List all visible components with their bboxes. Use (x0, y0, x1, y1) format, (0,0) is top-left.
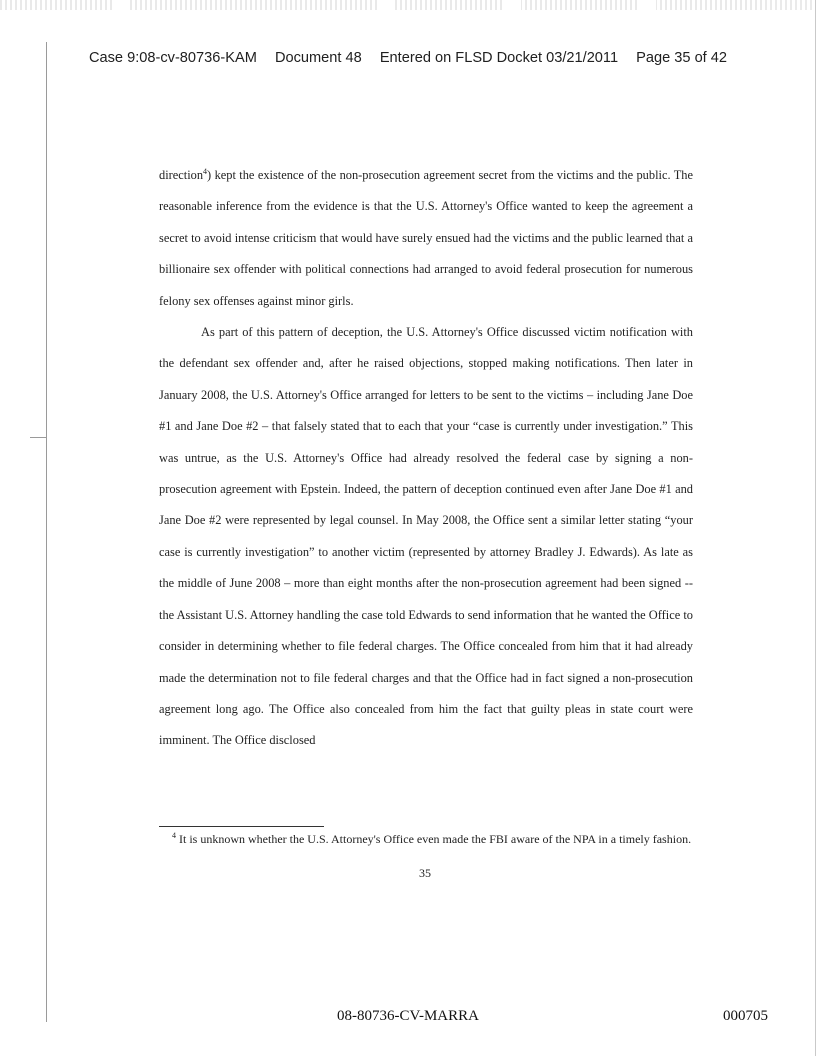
footnote (159, 832, 693, 847)
scan-artifact-top (0, 0, 816, 10)
footnote-text: It is unknown whether the U.S. Attorney's Office even made the FBI aware of the NPA in a timely fashion. (176, 832, 692, 846)
paragraph-1-start: direction (159, 168, 204, 182)
paragraph-1-rest: ) kept the existence of the non-prosecution agreement secret from the victims and the public. The reasonable inference from the evidence is that the U.S. Attorney's Office wanted to keep the agreement a secret to avoid intense criticism that would have surely ensued had the victims and the public learned that a billionaire sex offender with political connections had arranged to avoid federal prosecution for numerous felony sex offenses against minor girls. (159, 168, 693, 308)
left-margin-tick (30, 437, 46, 438)
court-header (0, 50, 816, 66)
body-text (159, 160, 693, 757)
paragraph-2: As part of this pattern of deception, the U.S. Attorney's Office discussed victim notification with the defendant sex offender and, after he raised objections, stopped making notifications. Then later in January 2008, the U.S. Attorney's Office arranged for letters to be sent to the victims – including Jane Doe #1 and Jane Doe #2 – that falsely stated that to each that your “case is currently under investigation.” This was untrue, as the U.S. Attorney's Office had already resolved the federal case by signing a non-prosecution agreement with Epstein. Indeed, the pattern of deception continued even after Jane Doe #1 and Jane Doe #2 were represented by legal counsel. In May 2008, the Office sent a similar letter stating “your case is currently investigation” to another victim (represented by attorney Bradley J. Edwards). As late as the middle of June 2008 – more than eight months after the non-prosecution agreement had been signed -- the Assistant U.S. Attorney handling the case told Edwards to send information that he wanted the Office to consider in determining whether to file federal charges. The Office concealed from him that it had already made the determination not to file federal charges and that the Office had in fact signed a non-prosecution agreement long ago. The Office also concealed from him the fact that guilty pleas in state court were imminent. The Office disclosed (159, 325, 693, 748)
footnote-marker: 4 (172, 831, 176, 840)
page-number: 35 (419, 866, 431, 880)
bates-case-label: 08-80736-CV-MARRA (337, 1008, 479, 1024)
paragraph-1 (159, 160, 693, 317)
header-page-count: Page 35 of 42 (636, 50, 728, 66)
bates-number: 000705 (723, 1008, 768, 1024)
footnote-reference: 4 (203, 166, 208, 176)
footnote-separator (159, 826, 324, 827)
header-docket-entry: Entered on FLSD Docket 03/21/2011 (379, 50, 619, 66)
header-case-number: Case 9:08-cv-80736-KAM (88, 50, 257, 66)
header-document-number: Document 48 (274, 50, 362, 66)
